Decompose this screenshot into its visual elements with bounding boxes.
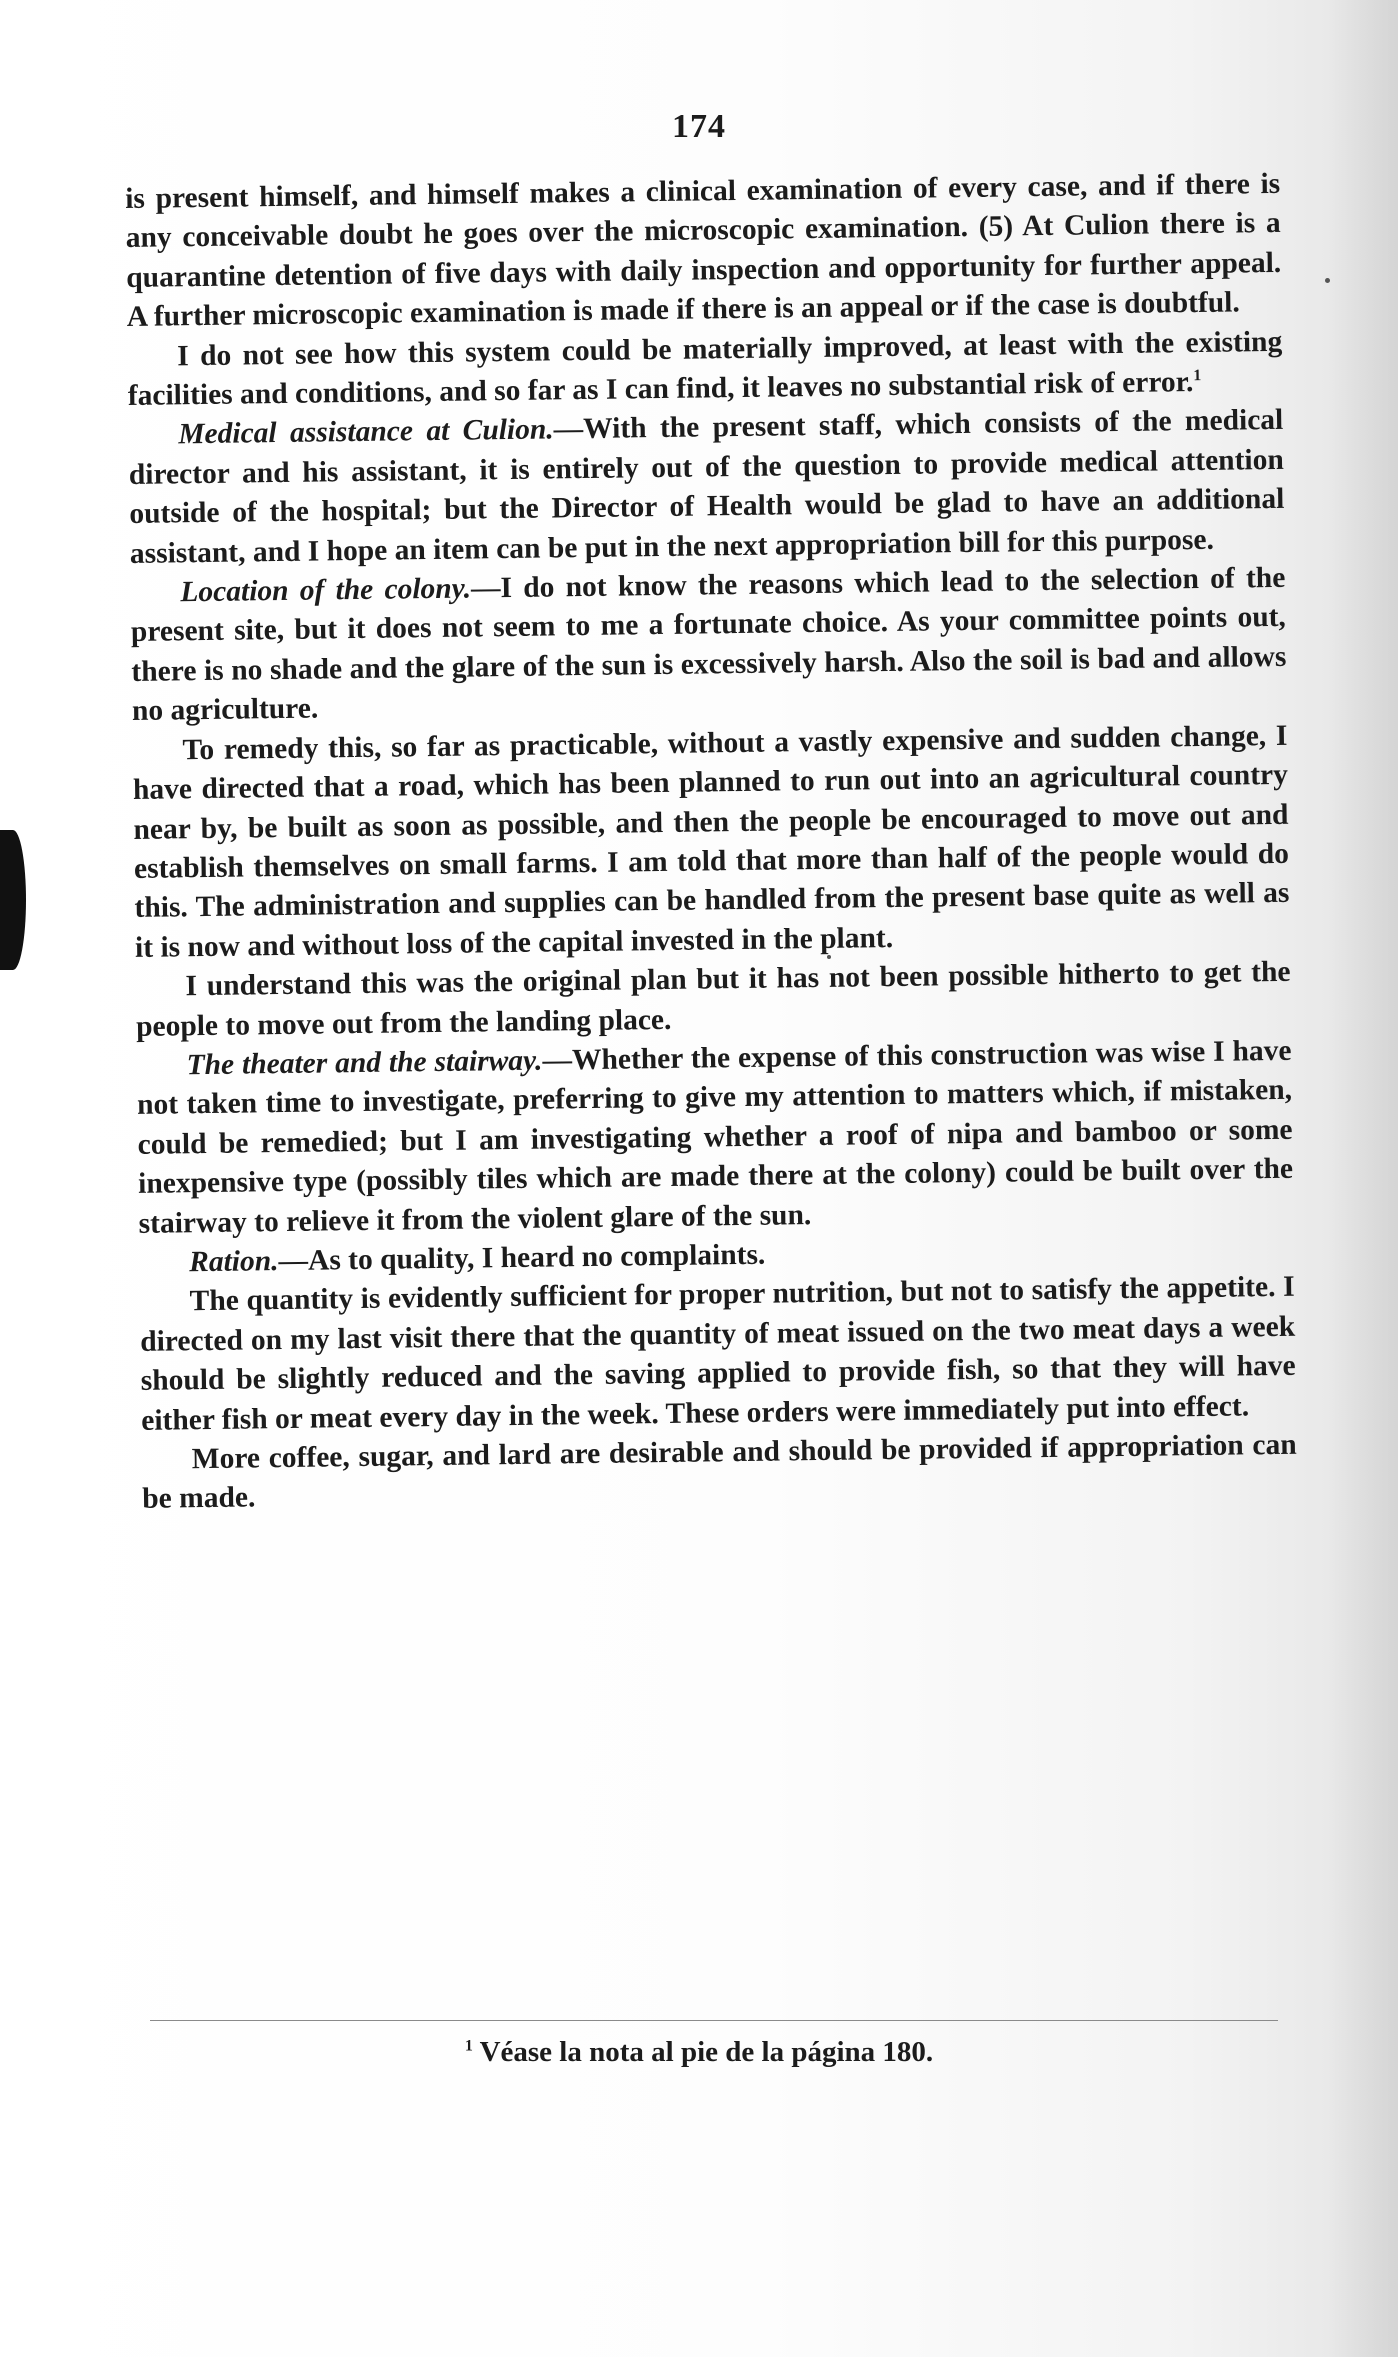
dust-speck xyxy=(1325,278,1330,283)
paragraph-location-of-colony xyxy=(130,559,1287,732)
section-heading: Location of the colony. xyxy=(180,572,472,609)
paragraph-text: I do not see how this system could be materially improved, at least with the existing facilities and conditions, and so far as I can find, it leaves no substantial risk of error. xyxy=(127,325,1283,413)
paragraph-original-plan xyxy=(135,953,1291,1047)
paragraph-continued xyxy=(125,165,1282,338)
footnote-marker: 1 xyxy=(464,2037,473,2055)
paragraph-medical-assistance xyxy=(128,401,1285,574)
paragraph-text: I understand this was the original plan but it has not been possible hitherto to get the people to move out from the landing place. xyxy=(135,955,1291,1043)
paragraph-text: —I do not know the reasons which lead to the selection of the present site, but it does not seem to me a fortunate choice. As your committee points out, there is no shade and the glare of the sun is excessively harsh. Also the soil is bad and allows no agriculture. xyxy=(130,561,1287,728)
paragraph-supplies xyxy=(142,1426,1298,1520)
footnote-reference: 1 xyxy=(1193,367,1202,385)
footnote-divider xyxy=(150,2020,1278,2021)
paragraph-theater-stairway xyxy=(136,1032,1293,1244)
paragraph-text: More coffee, sugar, and lard are desirable and should be provided if appropriation can be made. xyxy=(142,1428,1297,1516)
paragraph-text: To remedy this, so far as practicable, without a vastly expensive and sudden change, I have directed that a road, which has been planned to run out into an agricultural country near by, be built as soon as possible, and then the people be encouraged to move out and establish themselves on small farms. I am told that more than half of the people would do this. The administration and supplies can be handled from the present base quite as well as it is now and without loss of the capital invested in the plant. xyxy=(132,719,1290,964)
footnote xyxy=(0,2036,1398,2069)
footnote-text: Véase la nota al pie de la página 180. xyxy=(479,2036,934,2068)
section-heading: The theater and the stairway. xyxy=(186,1044,543,1082)
paragraph-remedy xyxy=(132,717,1290,969)
paragraph-text: is present himself, and himself makes a clinical examination of every case, and if there is any conceivable doubt he goes over the microscopic examination. (5) At Culion there is a quarantine detention of five days with daily inspection and opportunity for further appeal. A further microscopic examination is made if there is an appeal or if the case is doubtful. xyxy=(125,167,1282,334)
binding-hole-mark xyxy=(0,830,26,970)
paragraph-system-assessment xyxy=(127,322,1283,416)
paragraph-text: The quantity is evidently sufficient for proper nutrition, but not to satisfy the appetite. I directed on my last visit there that the quantity of meat issued on the two meat days a week should be slightly reduced and the saving applied to provide fish, so that they will have either fish or meat every day in the week. These orders were immediately put into effect. xyxy=(139,1271,1296,1437)
page-number: 174 xyxy=(672,108,726,145)
page-edge-shadow xyxy=(1328,0,1398,2357)
section-heading: Ration. xyxy=(188,1245,279,1279)
paragraph-text: —Whether the expense of this construction was wise I have not taken time to investigate, preferring to give my attention to matters which, if mistaken, could be remedied; but I am investigating whether a roof of nipa and bamboo or some inexpensive type (possibly tiles which are made there at the colony) could be built over the stairway to relieve it from the violent glare of the sun. xyxy=(136,1034,1294,1240)
paragraph-text: —With the present staff, which consists of the medical director and his assistant, it is entirely out of the question to provide medical attention outside of the hospital; but the Director of Health would be glad to have an additional assistant, and I hope an item can be put in the next appropriation bill for this purpose. xyxy=(128,404,1285,570)
paragraph-text: —As to quality, I heard no complaints. xyxy=(278,1238,766,1278)
section-heading: Medical assistance at Culion. xyxy=(178,413,554,451)
paragraph-ration-quantity xyxy=(139,1268,1296,1441)
body-text xyxy=(125,165,1297,1520)
